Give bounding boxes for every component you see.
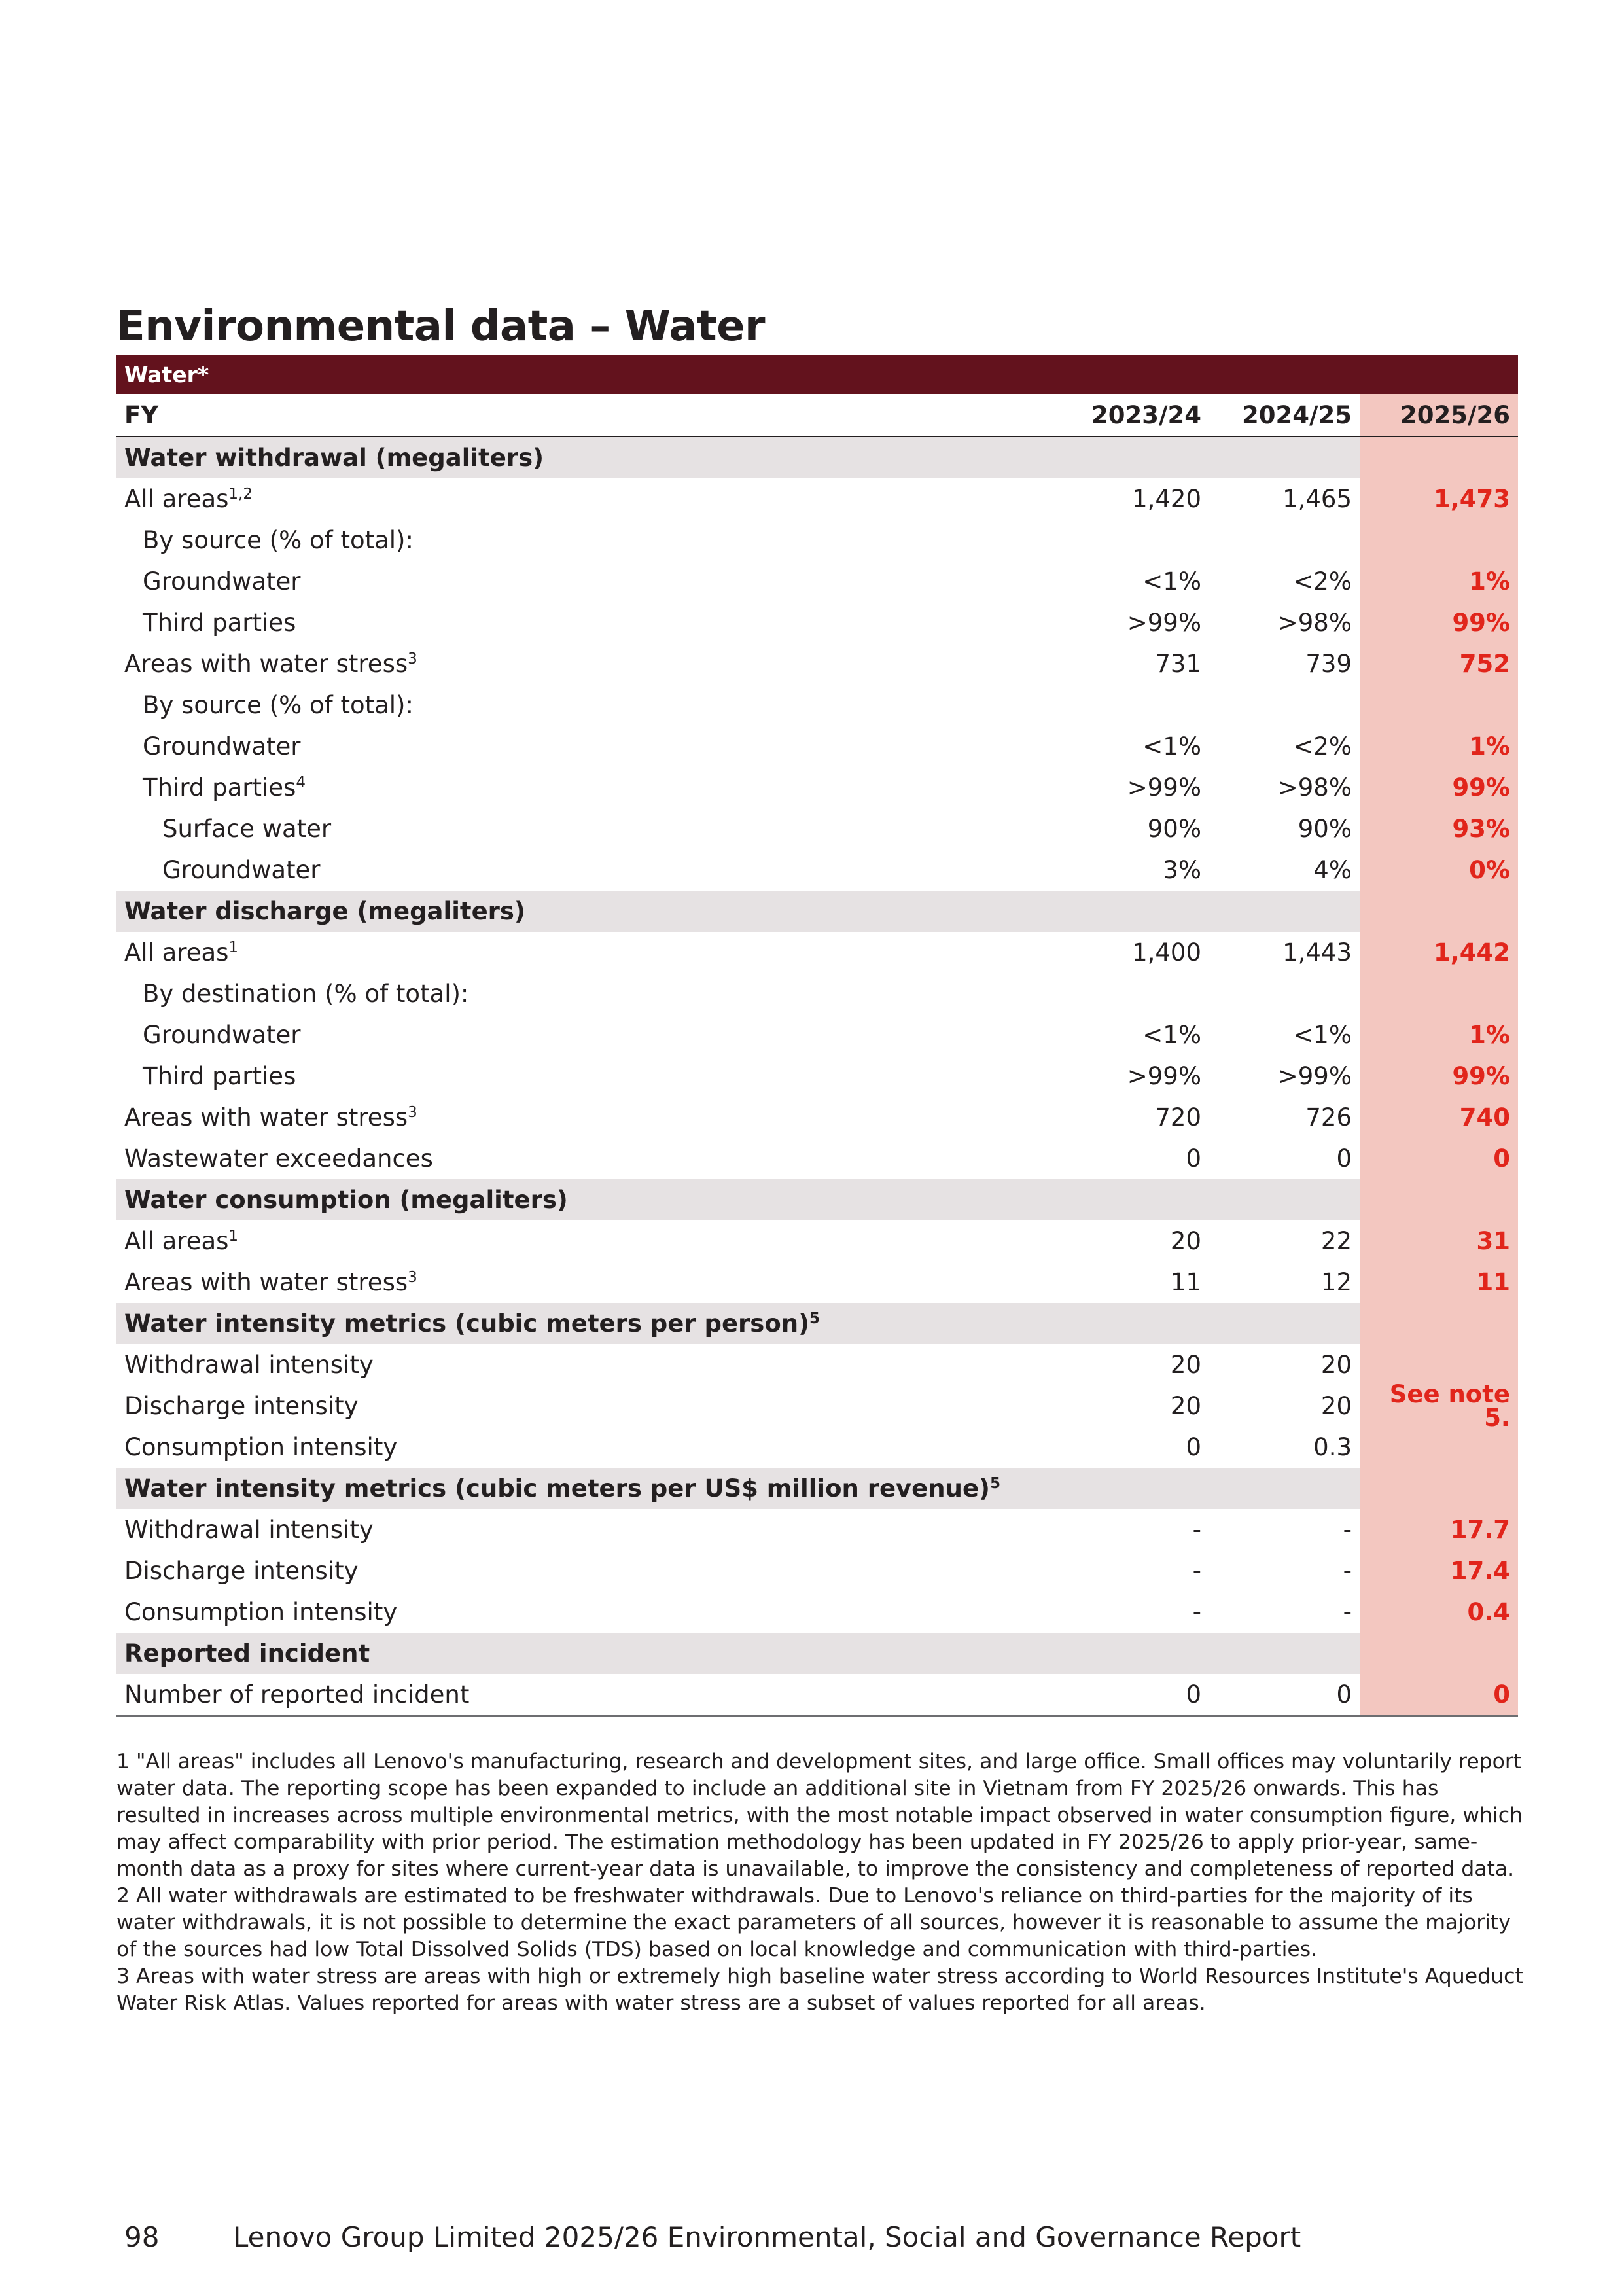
water-data-table [116,355,1518,1717]
table-row [116,1550,1518,1592]
row-label [116,1138,1046,1179]
section-heading-text: Water intensity metrics (cubic meters per US$ million revenue) [124,1474,990,1503]
value-2023-24: 90% [1147,815,1201,843]
fy-header-row [116,394,1518,436]
row-label-text: Third parties [143,1062,296,1090]
section-heading-text: Water consumption (megaliters) [124,1186,568,1214]
value-2024-25 [1209,520,1360,561]
table-row [116,561,1518,602]
value-2023-24 [1046,520,1209,561]
value-2023-24: 0 [1046,1674,1209,1716]
section-heading-text: Water discharge (megaliters) [124,897,525,925]
value-2024-25: <1% [1293,1021,1352,1049]
value-2023-24: 1,420 [1132,485,1201,513]
value-2024-25: 20 [1320,1351,1352,1379]
value-2025-26 [1360,685,1518,726]
value-2024-25: 12 [1320,1268,1352,1296]
row-label-text: Consumption intensity [124,1433,398,1461]
value-2023-24: - [1192,1557,1201,1585]
table-row [116,1097,1518,1138]
row-label [116,973,1046,1014]
row-label [116,1014,1046,1056]
section-highlight-cell [1360,1633,1518,1674]
value-2025-26: 99% [1360,602,1518,643]
section-heading-text: Water withdrawal (megaliters) [124,444,544,472]
row-label [116,849,1046,891]
value-2024-25: <2% [1293,732,1352,760]
row-label-text: Areas with water stress [124,1103,408,1131]
value-2023-24: - [1192,1516,1201,1544]
value-2023-24: 20 [1170,1351,1201,1379]
row-label-text: All areas [124,485,229,513]
section-heading [116,1633,1360,1674]
value-2024-25: - [1343,1516,1352,1544]
row-label-text: Areas with water stress [124,1268,408,1296]
row-label [116,1550,1046,1592]
value-2025-26: 99% [1360,1056,1518,1097]
value-2023-24 [1046,685,1209,726]
fy-label: FY [116,394,1046,436]
section-header-row [116,1179,1518,1220]
row-label-text: Withdrawal intensity [124,1351,374,1379]
section-heading-text: Reported incident [124,1639,370,1667]
row-label [116,808,1046,849]
value-2024-25: 1,465 [1282,485,1352,513]
row-label [116,685,1046,726]
value-2025-26 [1360,520,1518,561]
value-2024-25: 739 [1305,650,1352,678]
row-label [116,767,1046,808]
value-2023-24: >99% [1127,609,1201,637]
section-header-row [116,1633,1518,1674]
row-label-text: All areas [124,938,229,967]
table-row [116,849,1518,891]
value-2025-26: 0% [1360,849,1518,891]
value-2025-26: 17.4 [1360,1550,1518,1592]
value-2025-26: 1% [1360,561,1518,602]
section-header-row [116,1468,1518,1509]
year-header-2025-26: 2025/26 [1360,394,1518,436]
value-2024-25: >98% [1277,774,1352,802]
value-2023-24: >99% [1127,1062,1201,1090]
section-highlight-cell [1360,891,1518,932]
value-2023-24: <1% [1142,732,1201,760]
value-2025-26: 1% [1360,726,1518,767]
value-2023-24 [1046,973,1209,1014]
footnote-ref: 1 [228,1228,239,1245]
footnote-ref: 3 [408,1104,417,1121]
value-2025-26: 31 [1360,1220,1518,1262]
value-2025-26: 752 [1360,643,1518,685]
footnote-ref: 1 [228,939,239,956]
table-row [116,643,1518,685]
value-2023-24: - [1192,1598,1201,1626]
section-heading [116,1303,1360,1344]
value-2024-25: 726 [1305,1103,1352,1131]
value-2025-26: 0 [1360,1138,1518,1179]
value-2025-26: 17.7 [1360,1509,1518,1550]
row-label [116,1097,1046,1138]
value-2025-26: 1% [1360,1014,1518,1056]
section-highlight-cell [1360,1303,1518,1344]
value-2024-25: 22 [1320,1227,1352,1255]
row-label [116,1509,1046,1550]
value-2024-25 [1209,685,1360,726]
table-row [116,932,1518,973]
value-2023-24: >99% [1127,774,1201,802]
row-label [116,1427,1046,1468]
table-row [116,520,1518,561]
report-title: Lenovo Group Limited 2025/26 Environmental, Social and Governance Report [233,2221,1301,2253]
table-row [116,1427,1518,1468]
value-2024-25: >98% [1277,609,1352,637]
footnote-ref: 5 [809,1310,820,1327]
table-row [116,1014,1518,1056]
section-heading-text: Water intensity metrics (cubic meters per person) [124,1309,809,1338]
row-label [116,1220,1046,1262]
table-row [116,1056,1518,1097]
row-label-text: By source (% of total): [143,526,414,554]
table-row [116,767,1518,808]
section-highlight-cell [1360,1179,1518,1220]
row-label [116,520,1046,561]
value-2024-25: <2% [1293,567,1352,596]
section-header-row [116,436,1518,478]
value-2024-25: 20 [1320,1392,1352,1420]
footnote-ref: 5 [989,1475,1000,1492]
table-row [116,1262,1518,1303]
table-row [116,1344,1518,1385]
row-label [116,478,1046,520]
row-label-text: Groundwater [143,732,301,760]
section-heading [116,436,1360,478]
value-2025-26: 93% [1360,808,1518,849]
value-2024-25 [1209,973,1360,1014]
section-header-row [116,891,1518,932]
row-label-text: By source (% of total): [143,691,414,719]
value-2025-26: 1,442 [1360,932,1518,973]
footnotes [116,1749,1523,2017]
value-2025-26: 99% [1360,767,1518,808]
footnote-1: 1 "All areas" includes all Lenovo's manufacturing, research and development sites, and large office. Small offices may voluntarily report water data. The reporting scope has been expanded to include an additional site in Vietnam from FY 2025/26 onwards. This has resulted in increases across multiple environmental metrics, with the most notable impact observed in water consumption figure, which may affect comparability with prior period. The estimation methodology has been updated in FY 2025/26 to apply prior-year, same-month data as a proxy for sites where current-year data is unavailable, to improve the consistency and completeness of reported data. [116,1750,1523,1881]
value-2023-24: <1% [1142,567,1201,596]
value-2023-24: <1% [1142,1021,1201,1049]
value-2024-25: 0.3 [1313,1433,1352,1461]
section-highlight-cell [1360,436,1518,478]
row-label-text: Wastewater exceedances [124,1145,433,1173]
value-2024-25: 4% [1313,856,1352,884]
row-label-text: Withdrawal intensity [124,1516,374,1544]
table-banner-highlight-cell [1360,355,1518,394]
table-banner-row [116,355,1518,394]
value-2025-26: 1,473 [1360,478,1518,520]
value-2023-24: 20 [1170,1227,1201,1255]
row-label [116,1592,1046,1633]
value-2023-24: 731 [1155,650,1201,678]
page-footer [124,2221,1301,2253]
row-label [116,1344,1046,1385]
section-heading [116,891,1360,932]
value-2024-25: 0 [1336,1145,1352,1173]
row-label-text: Areas with water stress [124,650,408,678]
see-note-5-cell: See note 5. [1360,1344,1518,1468]
page-number: 98 [124,2221,160,2253]
row-label [116,1385,1046,1427]
section-highlight-cell [1360,1468,1518,1509]
row-label-text: Third parties [143,609,296,637]
value-2023-24: 0 [1186,1433,1201,1461]
footnote-2: 2 All water withdrawals are estimated to be freshwater withdrawals. Due to Lenovo's reliance on third-parties for the majority of its water withdrawals, it is not possible to determine the exact parameters of all sources, however it is reasonable to assume the majority of the sources had low Total Dissolved Solids (TDS) based on local knowledge and communication with third-parties. [116,1884,1511,1961]
row-label-text: Number of reported incident [124,1681,470,1709]
row-label-text: By destination (% of total): [143,980,469,1008]
table-row [116,1509,1518,1550]
row-label-text: Groundwater [143,567,301,596]
footnote-ref: 3 [408,1269,417,1286]
value-2025-26: 740 [1360,1097,1518,1138]
footnote-ref: 1,2 [228,486,253,503]
table-row [116,808,1518,849]
value-2025-26: 0 [1360,1674,1518,1716]
year-header-2024-25: 2024/25 [1209,394,1360,436]
row-label [116,726,1046,767]
row-label-text: Consumption intensity [124,1598,398,1626]
row-label-text: Discharge intensity [124,1392,359,1420]
year-header-2023-24: 2023/24 [1046,394,1209,436]
row-label [116,561,1046,602]
row-label [116,1262,1046,1303]
value-2023-24: 0 [1186,1145,1201,1173]
value-2023-24: 1,400 [1132,938,1201,967]
row-label-text: Surface water [162,815,332,843]
table-row [116,1138,1518,1179]
value-2025-26: 11 [1360,1262,1518,1303]
value-2023-24: 20 [1170,1392,1201,1420]
value-2024-25: - [1343,1598,1352,1626]
row-label-text: Groundwater [143,1021,301,1049]
page-title: Environmental data – Water [116,302,766,351]
value-2024-25: 1,443 [1282,938,1352,967]
table-banner: Water* [116,355,1360,394]
section-header-row [116,1303,1518,1344]
table-row [116,1220,1518,1262]
section-heading [116,1179,1360,1220]
row-label [116,643,1046,685]
table-row [116,1674,1518,1716]
value-2025-26 [1360,973,1518,1014]
row-label [116,932,1046,973]
table-row [116,1385,1518,1427]
row-label-text: All areas [124,1227,229,1255]
footnote-ref: 3 [408,650,417,667]
row-label-text: Third parties [143,774,296,802]
row-label [116,1674,1046,1716]
value-2024-25: - [1343,1557,1352,1585]
section-heading [116,1468,1360,1509]
row-label-text: Groundwater [162,856,321,884]
footnote-3: 3 Areas with water stress are areas with high or extremely high baseline water stress according to World Resources Institute's Aqueduct Water Risk Atlas. Values reported for areas with water stress are a subset of values reported for all areas. [116,1965,1523,2015]
row-label-text: Discharge intensity [124,1557,359,1585]
value-2024-25: >99% [1277,1062,1352,1090]
table-row [116,973,1518,1014]
footnote-ref: 4 [296,774,306,791]
table-row [116,478,1518,520]
value-2023-24: 3% [1163,856,1201,884]
row-label [116,1056,1046,1097]
table-row [116,602,1518,643]
value-2023-24: 11 [1170,1268,1201,1296]
table-row [116,1592,1518,1633]
table-row [116,685,1518,726]
value-2025-26: 0.4 [1360,1592,1518,1633]
table-row [116,726,1518,767]
row-label [116,602,1046,643]
value-2023-24: 720 [1155,1103,1201,1131]
value-2024-25: 0 [1209,1674,1360,1716]
value-2024-25: 90% [1297,815,1352,843]
